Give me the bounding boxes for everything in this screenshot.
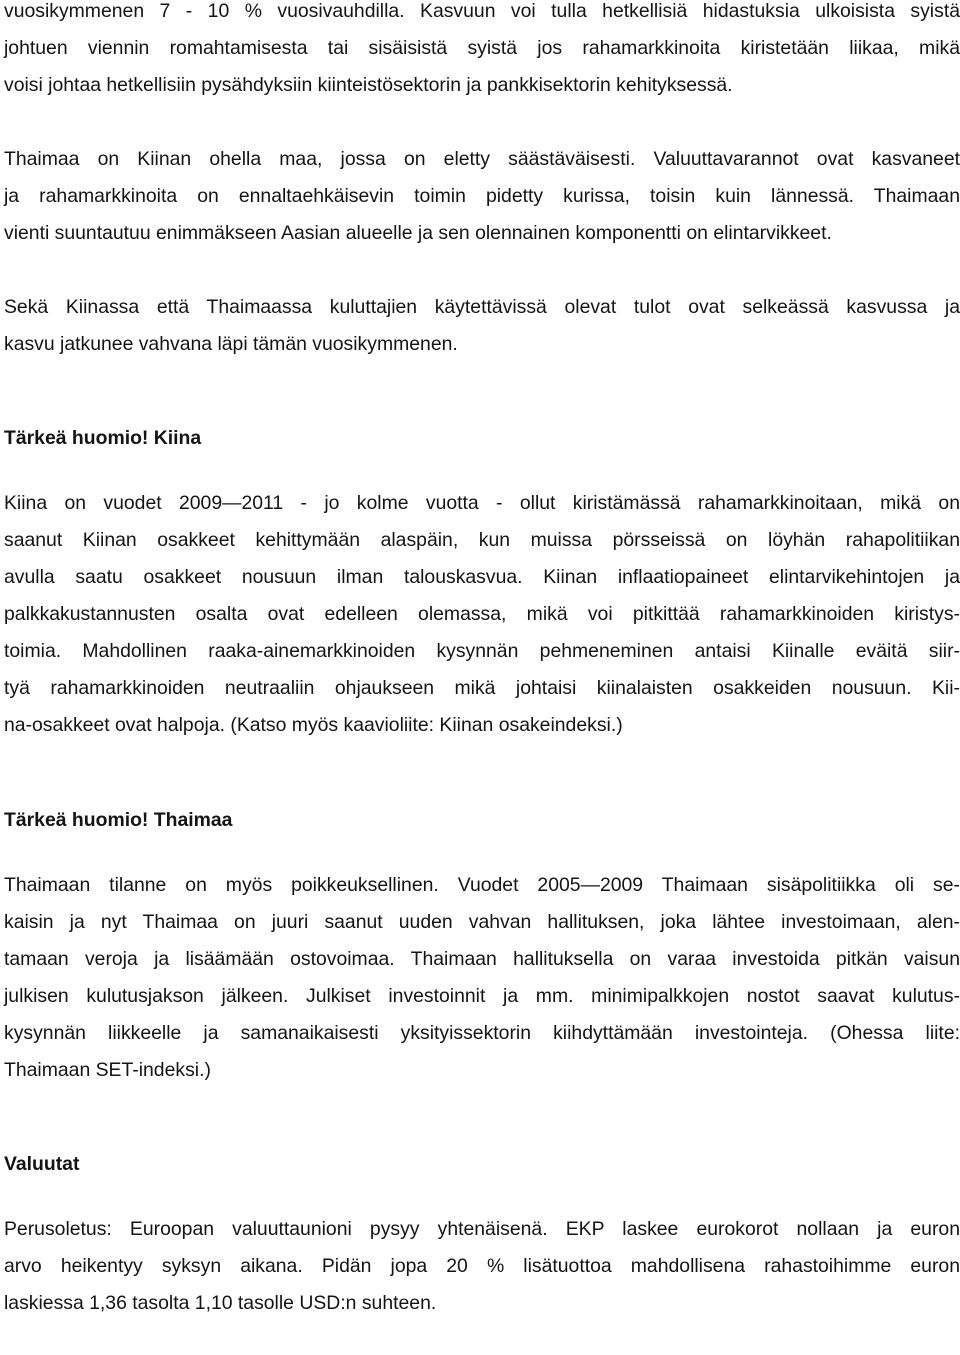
text-line: julkisen kulutusjakson jälkeen. Julkiset investoinnit ja mm. minimipalkkojen nostot saavat kulutus- xyxy=(4,985,960,1007)
text-line: tyä rahamarkkinoiden neutraaliin ohjaukseen mikä johtaisi kiinalaisten osakkeiden nousuun. Kii- xyxy=(4,677,960,699)
text-line: Thaimaan tilanne on myös poikkeuksellinen. Vuodet 2005—2009 Thaimaan sisäpolitiikka oli se- xyxy=(4,874,960,896)
paragraph-thailand-savings xyxy=(4,141,960,252)
paragraph-consumer-income xyxy=(4,289,960,363)
text-line: Sekä Kiinassa että Thaimaassa kuluttajien käytettävissä olevat tulot ovat selkeässä kasvussa ja xyxy=(4,296,960,318)
text-line: kysynnän liikkeelle ja samanaikaisesti yksityissektorin kiihdyttämään investointeja. (Ohessa liite: xyxy=(4,1022,960,1044)
text-line: vienti suuntautuu enimmäkseen Aasian alueelle ja sen olennainen komponentti on elintarvikkeet. xyxy=(4,222,832,244)
paragraph-china-note xyxy=(4,485,960,744)
paragraph-growth-outlook xyxy=(4,0,960,104)
text-line: toimia. Mahdollinen raaka-ainemarkkinoiden kysynnän pehmeneminen antaisi Kiinalle eväitä siir- xyxy=(4,640,960,662)
text-line: Perusoletus: Euroopan valuuttaunioni pysyy yhtenäisenä. EKP laskee eurokorot nollaan ja euron xyxy=(4,1218,960,1240)
text-line: tamaan veroja ja lisäämään ostovoimaa. Thaimaan hallituksella on varaa investoida pitkän vaisun xyxy=(4,948,960,970)
text-line: voisi johtaa hetkellisiin pysähdyksiin kiinteistösektorin ja pankkisektorin kehityksessä. xyxy=(4,74,733,96)
text-line: saanut Kiinan osakkeet kehittymään alaspäin, kun muissa pörsseissä on löyhän rahapolitiikan xyxy=(4,529,960,551)
text-line: arvo heikentyy syksyn aikana. Pidän jopa 20 % lisätuottoa mahdollisena rahastoihimme euron xyxy=(4,1255,960,1277)
text-line: johtuen viennin romahtamisesta tai sisäisistä syistä jos rahamarkkinoita kiristetään liikaa, mikä xyxy=(4,37,960,59)
text-line: kasvu jatkunee vahvana läpi tämän vuosikymmenen. xyxy=(4,333,458,355)
text-line: ja rahamarkkinoita on ennaltaehkäisevin toimin pidetty kurissa, toisin kuin lännessä. Thaimaan xyxy=(4,185,960,207)
document-page xyxy=(4,0,960,1322)
paragraph-currencies xyxy=(4,1211,960,1322)
paragraph-thailand-note xyxy=(4,867,960,1089)
text-line: Kiina on vuodet 2009—2011 - jo kolme vuotta - ollut kiristämässä rahamarkkinoitaan, mikä on xyxy=(4,492,960,514)
section-heading-china: Tärkeä huomio! Kiina xyxy=(4,427,202,449)
text-line: kaisin ja nyt Thaimaa on juuri saanut uuden vahvan hallituksen, joka lähtee investoimaan, alen- xyxy=(4,911,960,933)
text-line: Thaimaa on Kiinan ohella maa, jossa on eletty säästäväisesti. Valuuttavarannot ovat kasvaneet xyxy=(4,148,960,170)
text-line: vuosikymmenen 7 - 10 % vuosivauhdilla. Kasvuun voi tulla hetkellisiä hidastuksia ulkoisista syistä xyxy=(4,0,960,22)
section-heading-thailand: Tärkeä huomio! Thaimaa xyxy=(4,809,233,831)
section-heading-currencies: Valuutat xyxy=(4,1153,80,1175)
text-line: laskiessa 1,36 tasolta 1,10 tasolle USD:n suhteen. xyxy=(4,1292,437,1314)
text-line: palkkakustannusten osalta ovat edelleen olemassa, mikä voi pitkittää rahamarkkinoiden kiristys- xyxy=(4,603,960,625)
text-line: Thaimaan SET-indeksi.) xyxy=(4,1059,211,1081)
text-line: na-osakkeet ovat halpoja. (Katso myös kaavioliite: Kiinan osakeindeksi.) xyxy=(4,714,623,736)
text-line: avulla saatu osakkeet nousuun ilman talouskasvua. Kiinan inflaatiopaineet elintarvikehintojen ja xyxy=(4,566,960,588)
